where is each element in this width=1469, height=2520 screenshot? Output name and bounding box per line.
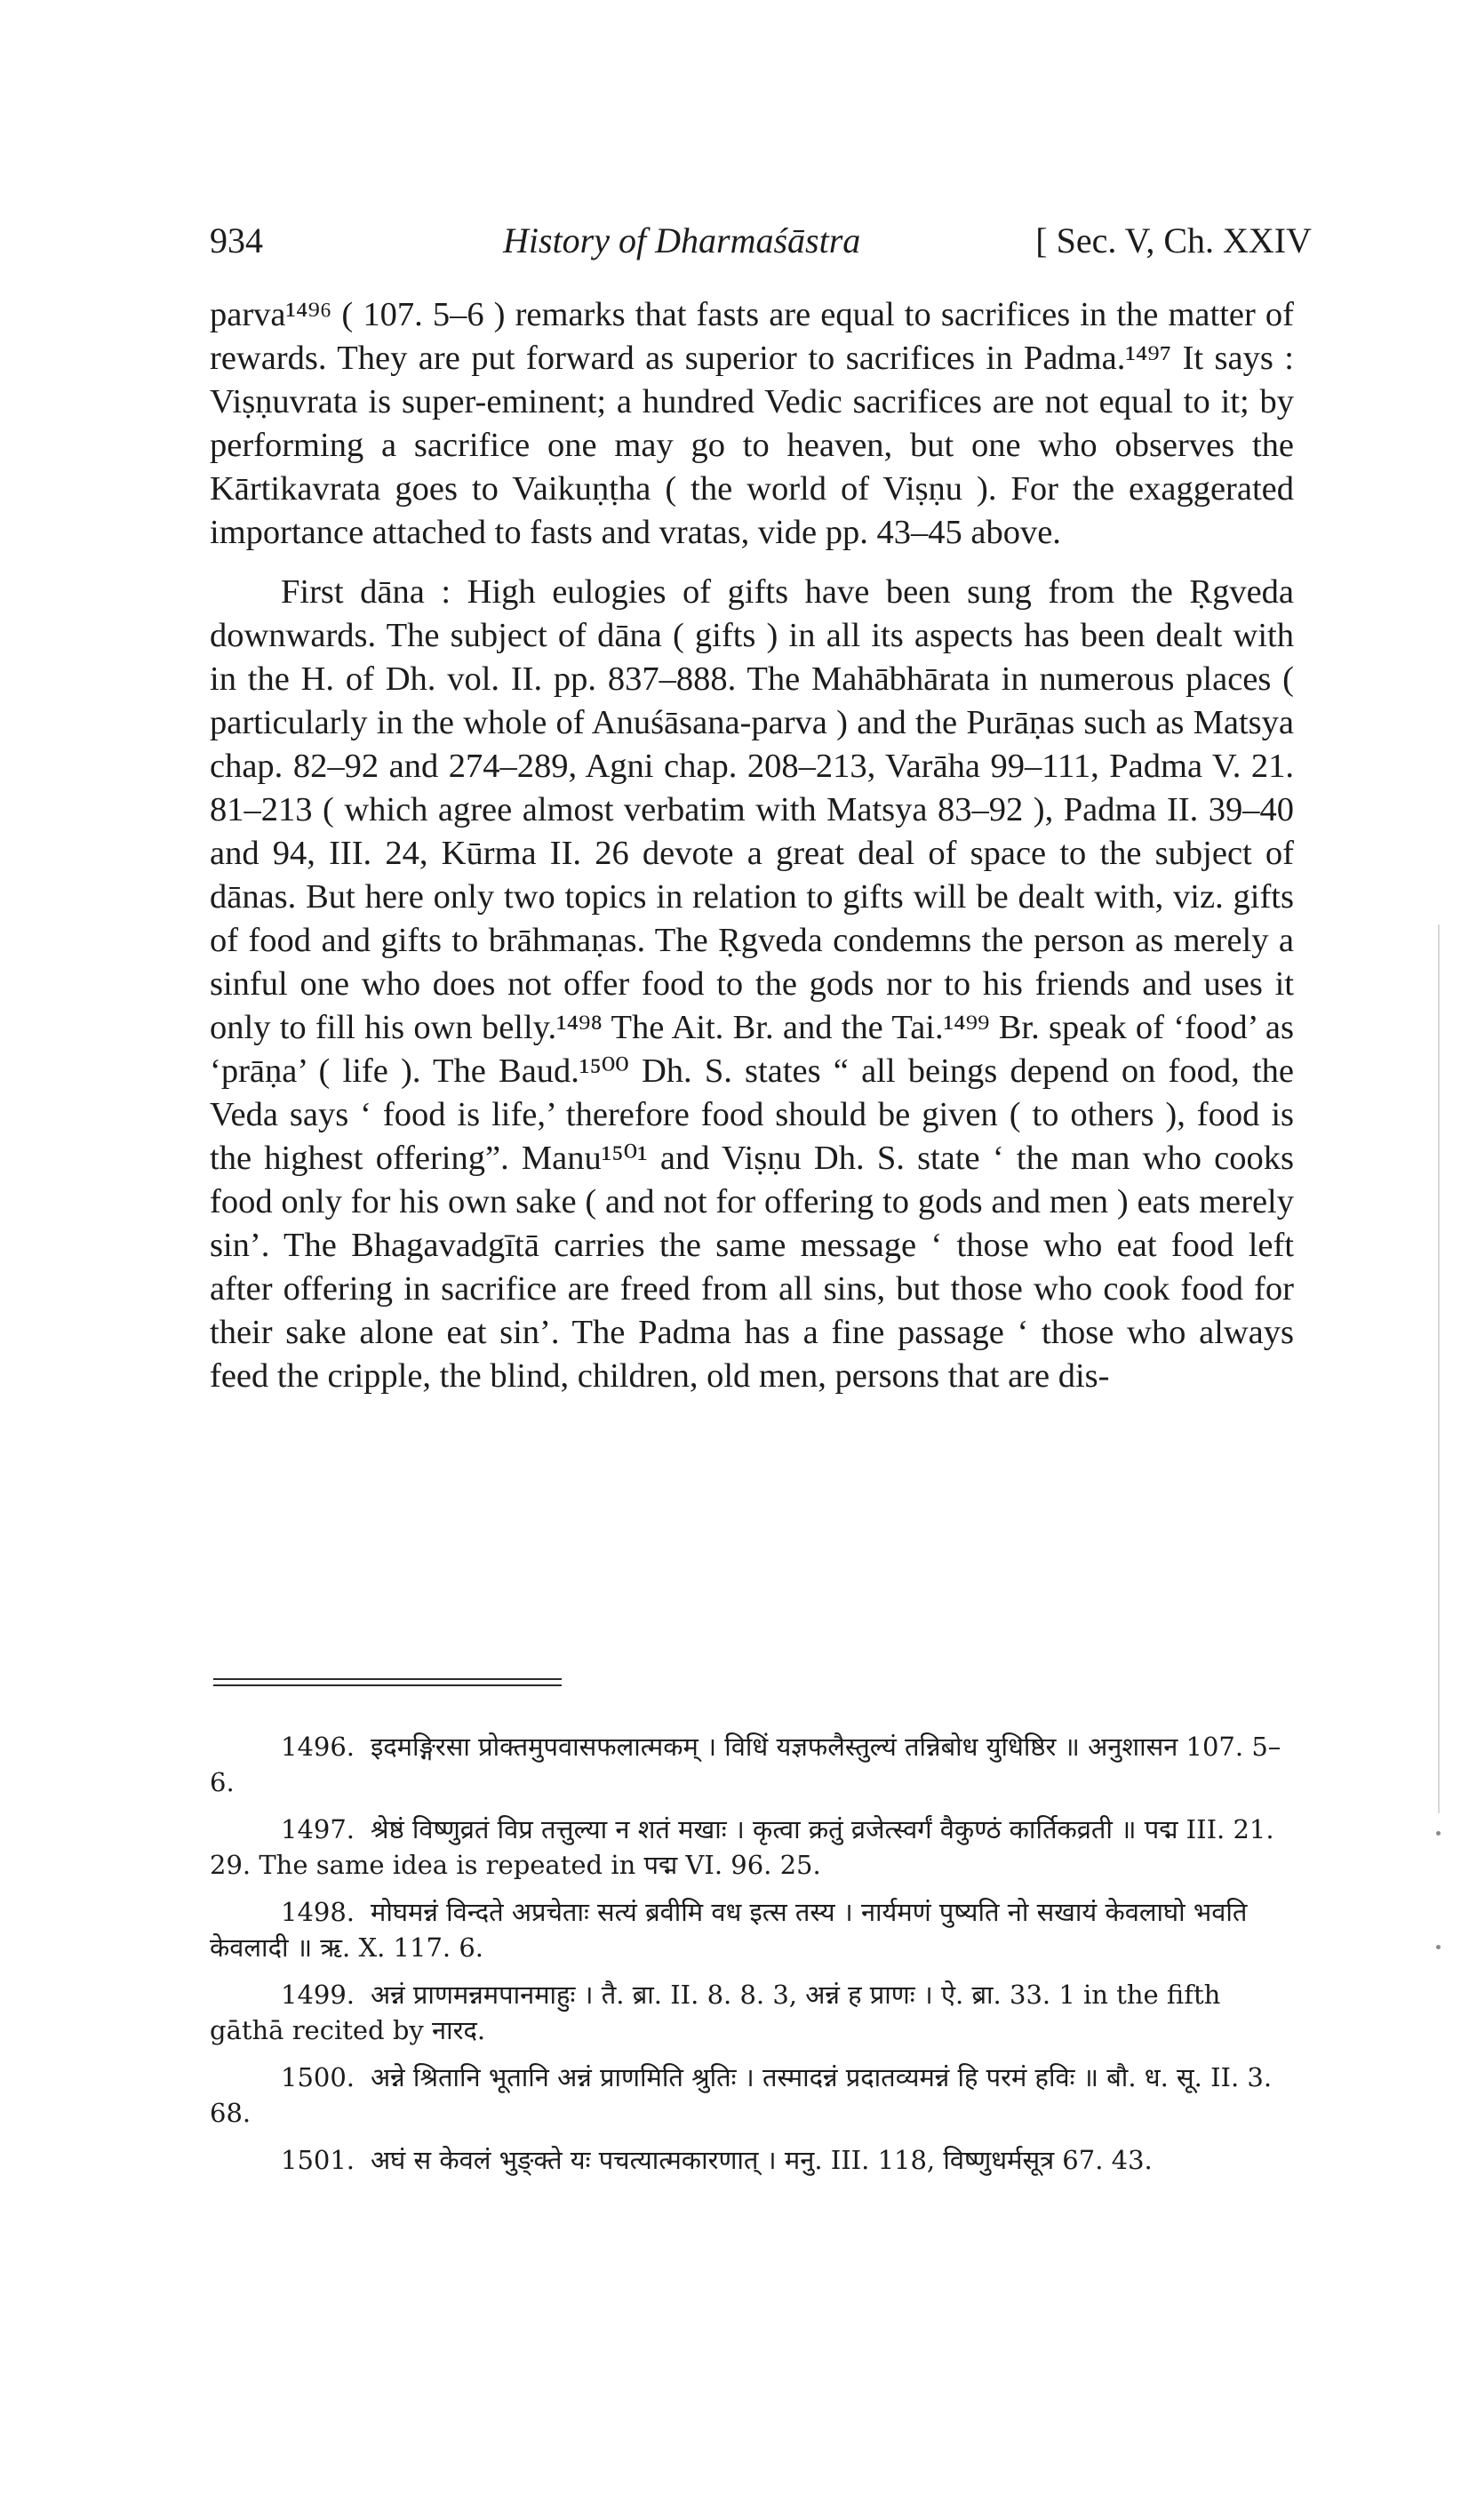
footnote-text: अन्ने श्रितानि भूतानि अन्नं प्राणमिति श्रुतिः । तस्मादन्नं प्रदातव्यमन्नं हि परमं हविः ॥ बौ. ध. सू. II. 3. 68. — [210, 2062, 1273, 2128]
page-number: 934 — [210, 220, 263, 260]
footnote-number: 1501. — [281, 2145, 355, 2175]
footnote-number: 1497. — [281, 1814, 355, 1844]
footnote-1501 — [210, 2142, 1294, 2178]
footnote-1497 — [210, 1812, 1294, 1883]
section-reference: [ Sec. V, Ch. XXIV — [1035, 220, 1312, 260]
footnote-1498 — [210, 1894, 1294, 1965]
footnote-text: अघं स केवलं भुङ्क्ते यः पचत्यात्मकारणात् । मनु. III. 118, विष्णुधर्मसूत्र 67. 43. — [371, 2145, 1153, 2175]
footnote-text: मोघमन्नं विन्दते अप्रचेताः सत्यं ब्रवीमि वध इत्स तस्य । नार्यमणं पुष्यति नो सखायं केवलाघो भवति केवलादी ॥ ऋ. X. 117. 6. — [210, 1897, 1248, 1963]
footnote-number: 1496. — [281, 1732, 355, 1762]
scan-speck — [1436, 1945, 1441, 1949]
paragraph-continued: parva¹⁴⁹⁶ ( 107. 5–6 ) remarks that fasts are equal to sacrifices in the matter of rewards. They are put forward as superior to sacrifices in Padma.¹⁴⁹⁷ It says : Viṣṇuvrata is super-eminent; a hundred Vedic sacrifices are not equal to it; by performing a sacrifice one may go to heaven, but one who observes the Kārtikavrata goes to Vaikuṇṭha ( the world of Viṣṇu ). For the exaggerated importance attached to fasts and vratas, vide pp. 43–45 above. — [210, 296, 1294, 551]
footnote-number: 1498. — [281, 1897, 355, 1927]
running-title: History of Dharmaśāstra — [503, 220, 861, 260]
footnote-number: 1500. — [281, 2062, 355, 2092]
footnote-number: 1499. — [281, 1980, 355, 2010]
footnote-1496 — [210, 1729, 1294, 1800]
footnote-1500 — [210, 2060, 1294, 2131]
paragraph-dana: First dāna : High eulogies of gifts have been sung from the Ṛgveda downwards. The subject of dāna ( gifts ) in all its aspects has been dealt with in the H. of Dh. vol. II. pp. 837–888. The Mahābhārata in numerous places ( particularly in the whole of Anuśāsana-parva ) and the Purāṇas such as Matsya chap. 82–92 and 274–289, Agni chap. 208–213, Varāha 99–111, Padma V. 21. 81–213 ( which agree almost verbatim with Matsya 83–92 ), Padma II. 39–40 and 94, III. 24, Kūrma II. 26 devote a great deal of space to the subject of dānas. But here only two topics in relation to gifts will be dealt with, viz. gifts of food and gifts to brāhmaṇas. The Ṛgveda condemns the person as merely a sinful one who does not offer food to the gods nor to his friends and uses it only to fill his own belly.¹⁴⁹⁸ The Ait. Br. and the Tai.¹⁴⁹⁹ Br. speak of ‘food’ as ‘prāṇa’ ( life ). The Baud.¹⁵⁰⁰ Dh. S. states “ all beings depend on food, the Veda says ‘ food is life,’ therefore food should be given ( to others ), food is the highest offering”. Manu¹⁵⁰¹ and Viṣṇu Dh. S. state ‘ the man who cooks food only for his own sake ( and not for offering to gods and men ) eats merely sin’. The Bhagavadgītā carries the same message ‘ those who eat food left after offering in sacrifice are freed from all sins, but those who cook food for their sake alone eat sin’. The Padma has a fine passage ‘ those who always feed the cripple, the blind, children, old men, persons that are dis- — [210, 573, 1294, 1395]
main-text — [210, 293, 1294, 1414]
footnote-1499 — [210, 1977, 1294, 2048]
footnote-text: इदमङ्गिरसा प्रोक्तमुपवासफलात्मकम् । विधिं यज्ञफलैस्तुल्यं तन्निबोध युधिष्ठिर ॥ अनुशासन 107. 5–6. — [210, 1732, 1281, 1797]
scan-edge-line — [1438, 924, 1440, 1813]
footnote-text: अन्नं प्राणमन्नमपानमाहुः । तै. ब्रा. II. 8. 8. 3, अन्नं ह प्राणः । ऐ. ब्रा. 33. 1 in the fifth gāthā recited by नारद. — [210, 1980, 1221, 2045]
footnote-separator — [213, 1678, 562, 1686]
footnote-text: श्रेष्ठं विष्णुव्रतं विप्र तत्तुल्या न शतं मखाः । कृत्वा क्रतुं व्रजेत्स्वर्गं वैकुण्ठं कार्तिकव्रती ॥ पद्म III. 21. 29. The same idea is repeated in पद्म VI. 96. 25. — [210, 1814, 1274, 1880]
scan-speck — [1436, 1831, 1441, 1836]
footnotes — [210, 1729, 1294, 2189]
running-header — [210, 210, 1312, 272]
